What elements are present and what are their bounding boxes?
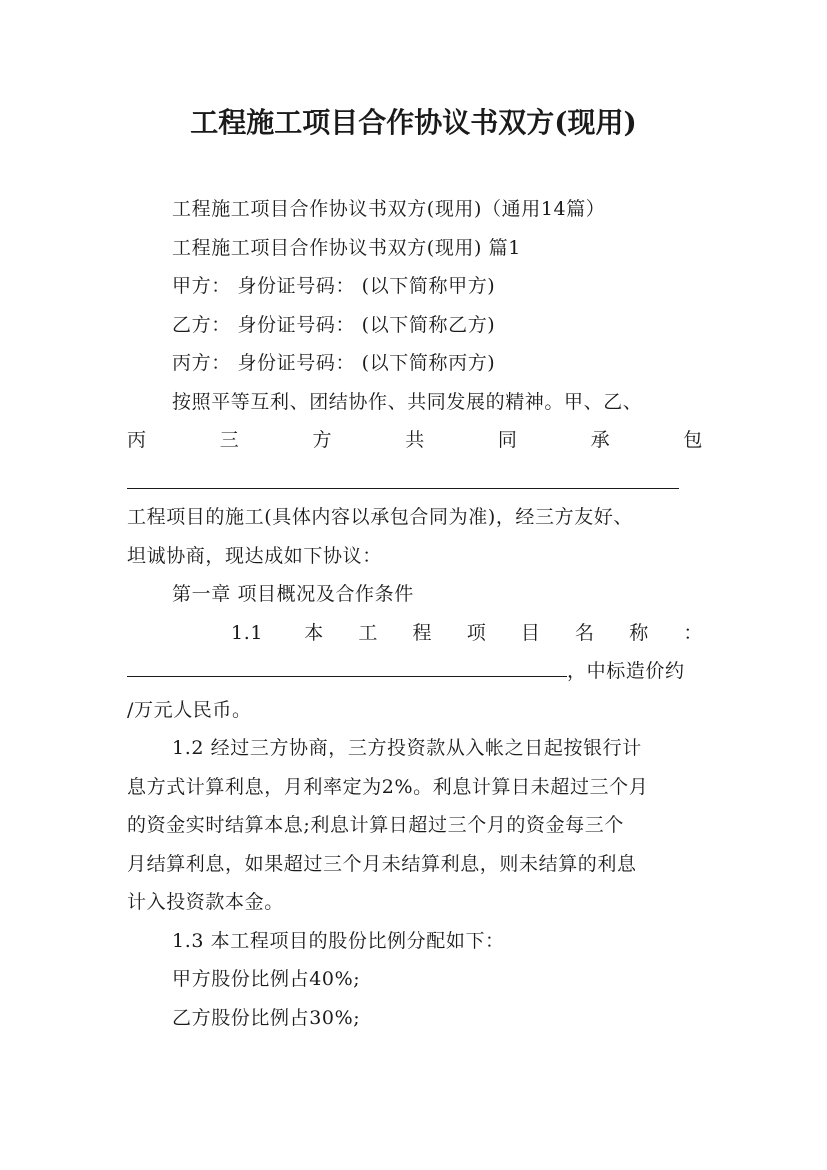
intro-paragraph-line: 按照平等互利、团结协作、共同发展的精神。甲、乙、 xyxy=(172,390,643,413)
document-body xyxy=(127,190,703,1037)
intro-paragraph-line: 工程项目的施工(具体内容以承包合同为准)，经三方友好、 xyxy=(127,506,634,528)
share-party-a: 甲方股份比例占40%; xyxy=(172,968,361,990)
clause-1-2-line: 月结算利息，如果超过三个月未结算利息，则未结算的利息 xyxy=(127,852,637,875)
clause-1-2-line: 息方式计算利息，月利率定为2%。利息计算日未超过三个月 xyxy=(127,775,649,798)
party-c-line: 丙方： 身份证号码： (以下简称丙方) xyxy=(172,352,496,374)
blank-underline xyxy=(127,652,567,677)
clause-1-2-line: 的资金实时结算本息;利息计算日超过三个月的资金每三个 xyxy=(127,814,625,836)
clause-1-2-line: 1.2 经过三方协商，三方投资款从入帐之日起按银行计 xyxy=(172,737,642,759)
clause-1-1-tail: ，中标造价约 xyxy=(567,660,685,682)
clause-1-1-continuation: /万元人民币。 xyxy=(127,698,252,721)
intro-paragraph-line: 丙三方共同承包 xyxy=(127,429,703,451)
chapter-heading: 第一章 项目概况及合作条件 xyxy=(172,583,414,605)
party-a-line: 甲方： 身份证号码： (以下简称甲方) xyxy=(172,275,496,297)
document-title: 工程施工项目合作协议书双方(现用) xyxy=(190,106,637,139)
subtitle: 工程施工项目合作协议书双方(现用)（通用14篇） xyxy=(172,198,606,220)
party-b-line: 乙方： 身份证号码： (以下简称乙方) xyxy=(172,313,496,336)
clause-1-3: 1.3 本工程项目的股份比例分配如下： xyxy=(172,929,505,952)
project-name-blank xyxy=(127,460,703,499)
clause-1-1-line xyxy=(127,652,703,691)
clause-1-1-label: 1.1 本工程项目名称： xyxy=(231,621,703,644)
share-party-b: 乙方股份比例占30%; xyxy=(172,1006,361,1029)
intro-paragraph-line: 坦诚协商，现达成如下协议： xyxy=(127,544,382,567)
blank-underline xyxy=(127,488,679,489)
section-heading: 工程施工项目合作协议书双方(现用) 篇1 xyxy=(172,236,521,259)
clause-1-2-line: 计入投资款本金。 xyxy=(127,891,284,913)
